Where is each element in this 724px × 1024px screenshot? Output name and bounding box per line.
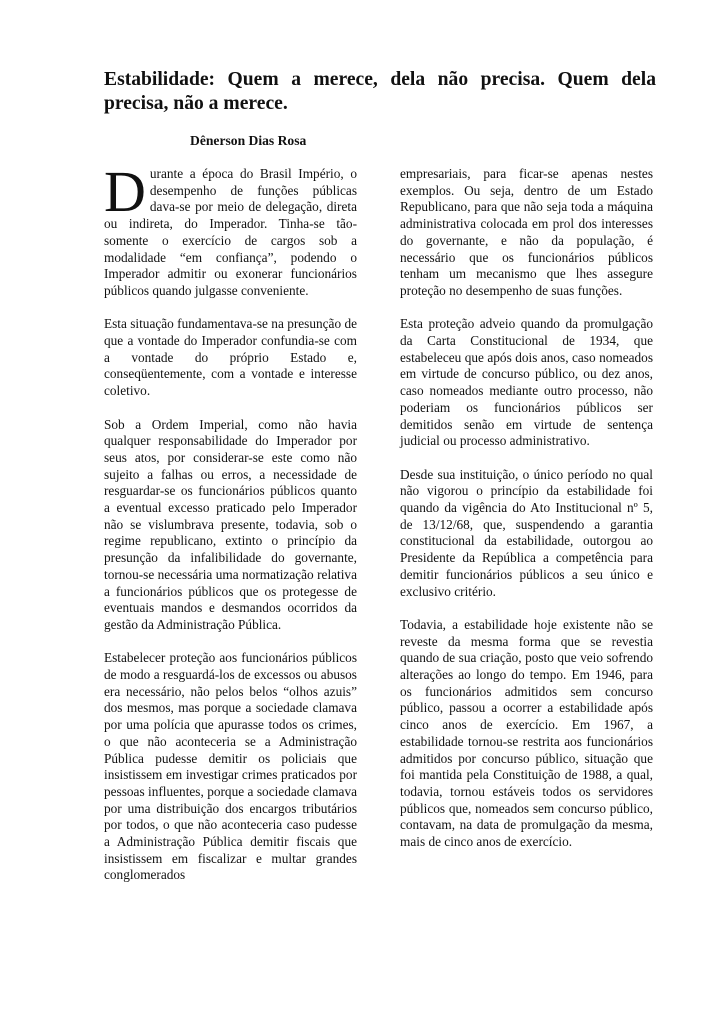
paragraph-2: Esta situação fundamentava-se na presunção de que a vontade do Imperador confundia-se com a vontade do próprio Estado e, conseqüentemente, com a vontade e interesse coletivo. [104, 316, 357, 399]
left-column [104, 159, 357, 901]
paragraph-3: Sob a Ordem Imperial, como não havia qualquer responsabilidade do Imperador por seus atos, por considerar-se este como não sujeito a falhas ou erros, a necessidade de resguardar-se os funcionários públicos quanto a eventual excesso praticado pelo Imperador não se vislumbrava presente, todavia, sob o regime republicano, extinto o princípio da presunção da infalibilidade do governante, tornou-se necessária uma normatização relativa a funcionários públicos que os protegesse de eventuais mandos e desmandos ocorridos da gestão da Administração Pública. [104, 416, 357, 632]
document-title: Estabilidade: Quem a merece, dela não precisa. Quem dela precisa, não a merece. [104, 69, 656, 114]
right-column [400, 166, 653, 867]
paragraph-4-continued: empresariais, para ficar-se apenas nestes exemplos. Ou seja, dentro de um Estado Republicano, para que não seja toda a máquina administrativa colocada em prol dos interesses do governante, e não da população, é necessário que os funcionários públicos tenham um mecanismo que lhes assegure proteção no desempenho de suas funções. [400, 166, 653, 298]
paragraph-7: Todavia, a estabilidade hoje existente não se reveste da mesma forma que se revestia quando de sua criação, posto que veio sofrendo alterações ao longo do tempo. Em 1946, para os funcionários admitidos sem concurso público, passou a ocorrer a estabilidade após cinco anos de exercício. Em 1967, a estabilidade tornou-se restrita aos funcionários admitidos por concurso público, situação que foi mantida pela Constituição de 1988, a qual, todavia, tornou estáveis todos os servidores públicos que, nomeados sem concurso público, contavam, na data de promulgação da mesma, mais de cinco anos de exercício. [400, 616, 653, 850]
drop-cap: D [104, 159, 146, 224]
paragraph-5: Esta proteção adveio quando da promulgação da Carta Constitucional de 1934, que estabeleceu que após dois anos, caso nomeados em virtude de concurso público, ou dez anos, caso nomeados mediante outro processo, não poderiam os funcionários públicos ser demitidos senão em virtude de sentença judicial ou processo administrativo. [400, 316, 653, 449]
paragraph-6: Desde sua instituição, o único período no qual não vigorou o princípio da estabilidade foi quando da vigência do Ato Institucional nº 5, de 13/12/68, que, suspendendo a garantia constitucional da estabilidade, outorgou ao Presidente da República a competência para demitir funcionários públicos a seu único e exclusivo critério. [400, 466, 653, 599]
paragraph-4: Estabelecer proteção aos funcionários públicos de modo a resguardá-los de excessos ou abusos era necessário, não pelos belos “olhos azuis” dos mesmos, mas porque a sociedade clamava por uma polícia que apurasse todos os crimes, o que não aconteceria se a Administração Pública pudesse demitir os policiais que insistissem em investigar crimes praticados por pessoas influentes, porque a sociedade clamava por uma distribuição dos encargos tributários por todos, o que não aconteceria caso pudesse a Administração Pública demitir fiscais que insistissem em fiscalizar e multar grandes conglomerados [104, 650, 357, 883]
author-name: Dênerson Dias Rosa [190, 133, 307, 148]
paragraph-1-text: urante a época do Brasil Império, o desempenho de funções públicas dava-se por meio de delegação, direta ou indireta, do Imperador. Tinha-se tão-somente o exercício de cargos sob a modalidade “em confiança”, podendo o Imperador admitir ou exonerar funcionários públicos quando julgasse conveniente. [104, 166, 357, 298]
paragraph-1 [104, 159, 357, 300]
